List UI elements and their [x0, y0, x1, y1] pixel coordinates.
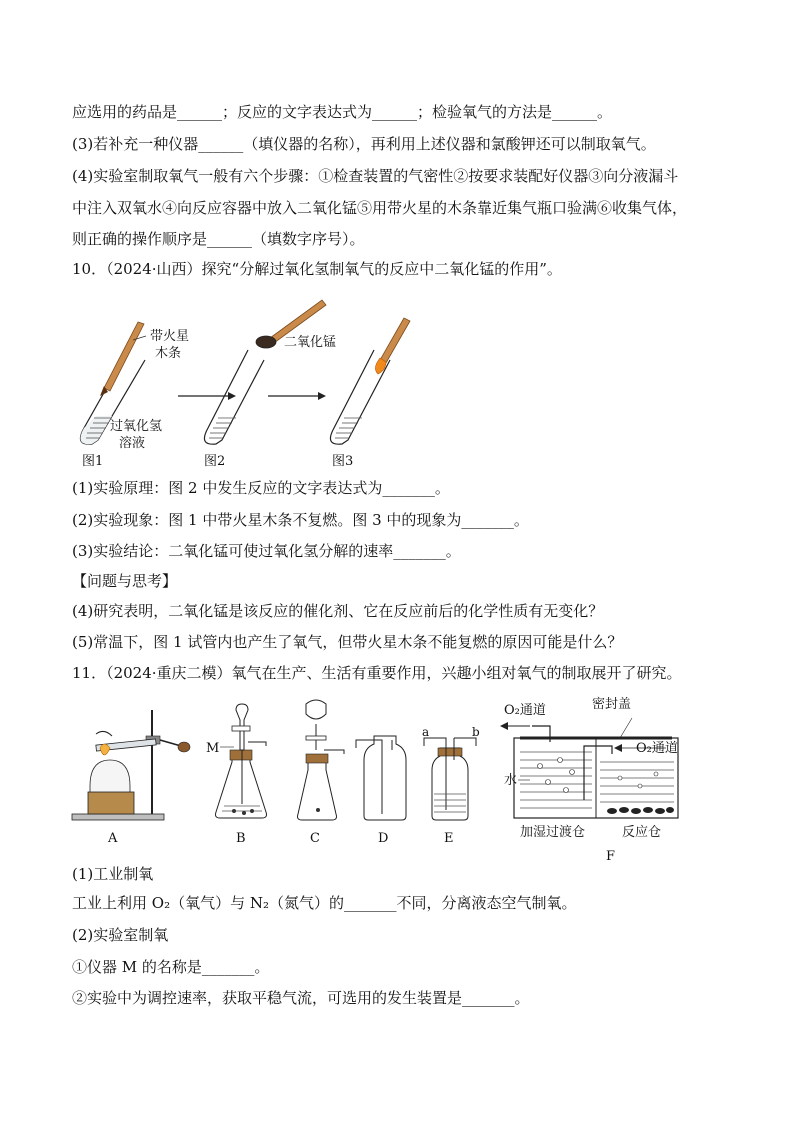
text-line-q10-5: (5)常温下，图 1 试管内也产生了氧气，但带火星木条不能复燃的原因可能是什么？ — [72, 633, 623, 651]
caption-a: A — [108, 831, 118, 846]
text-line-q11-4: ①仪器 M 的名称是_______。 — [72, 958, 270, 976]
label-o2-in: O₂通道 — [636, 741, 678, 756]
apparatus-c — [298, 700, 345, 846]
apparatus-e — [422, 725, 480, 846]
caption-figure-1: 图1 — [82, 454, 104, 469]
apparatus-b — [206, 704, 267, 846]
text-line-q11-2: 工业上利用 O₂（氧气）与 N₂（氮气）的_______不同，分离液态空气制氧。 — [72, 894, 577, 912]
label-solution-2: 溶液 — [119, 436, 146, 451]
text-line-1: 应选用的药品是______；反应的文字表达式为______；检验氧气的方法是______。 — [72, 103, 613, 121]
burning-splint-1 — [100, 322, 144, 396]
label-reaction-chamber: 反应仓 — [622, 825, 662, 840]
label-port-a: a — [422, 725, 430, 739]
caption-d: D — [378, 831, 389, 846]
figure-11 — [0, 690, 794, 870]
question-10-title: 10．（2024·山西）探究“分解过氧化氢制氧气的反应中二氧化锰的作用”。 — [72, 260, 562, 278]
text-line-2: (3)若补充一种仪器______（填仪器的名称），再利用上述仪器和氯酸钾还可以制取氧气。 — [72, 135, 656, 153]
text-line-q10-3: (3)实验结论：二氧化锰可使过氧化氢分解的速率_______。 — [72, 542, 461, 560]
label-mno2: 二氧化锰 — [284, 335, 337, 350]
text-line-3: (4)实验室制取氧气一般有六个步骤：①检查装置的气密性②按要求装配好仪器③向分液漏斗 — [72, 167, 679, 185]
caption-figure-3: 图3 — [332, 454, 354, 469]
label-splint: 带火星 — [150, 329, 190, 344]
caption-f: F — [606, 849, 616, 864]
section-heading-questions: 【问题与思考】 — [72, 572, 178, 590]
burning-splint-3 — [375, 318, 410, 374]
caption-b: B — [236, 831, 246, 846]
text-line-5: 则正确的操作顺序是______（填数字序号）。 — [72, 230, 365, 248]
text-line-q10-1: (1)实验原理：图 2 中发生反应的文字表达式为_______。 — [72, 479, 450, 497]
label-water: 水 — [504, 773, 518, 788]
label-sealed-lid: 密封盖 — [592, 697, 632, 712]
apparatus-f — [500, 697, 678, 864]
text-line-4: 中注入双氧水④向反应容器中放入二氧化锰⑤用带火星的木条靠近集气瓶口验满⑥收集气体， — [72, 199, 688, 217]
label-solution: 过氧化氢 — [110, 419, 163, 434]
label-splint-2: 木条 — [155, 346, 182, 361]
question-11-title: 11．（2024·重庆二模）氧气在生产、生活有重要作用，兴趣小组对氧气的制取展开了研究。 — [72, 664, 682, 682]
text-line-q10-4: (4)研究表明，二氧化锰是该反应的催化剂、它在反应前后的化学性质有无变化？ — [72, 602, 604, 620]
caption-figure-2: 图2 — [204, 454, 226, 469]
label-humidifying-chamber: 加湿过渡仓 — [520, 825, 586, 840]
caption-e: E — [444, 831, 454, 846]
caption-c: C — [310, 831, 320, 846]
label-port-b: b — [472, 725, 480, 739]
text-line-q11-1: (1)工业制氧 — [72, 865, 154, 883]
figure-10 — [0, 0, 794, 480]
text-line-q11-5: ②实验中为调控速率，获取平稳气流，可选用的发生装置是_______。 — [72, 989, 530, 1007]
text-line-q11-3: (2)实验室制氧 — [72, 926, 169, 944]
label-o2-out: O₂通道 — [504, 703, 546, 718]
apparatus-d — [356, 736, 406, 846]
test-tube-2 — [204, 350, 264, 444]
label-m: M — [206, 741, 220, 756]
apparatus-a — [72, 710, 190, 846]
text-line-q10-2: (2)实验现象：图 1 中带火星木条不复燃。图 3 中的现象为_______。 — [72, 511, 529, 529]
